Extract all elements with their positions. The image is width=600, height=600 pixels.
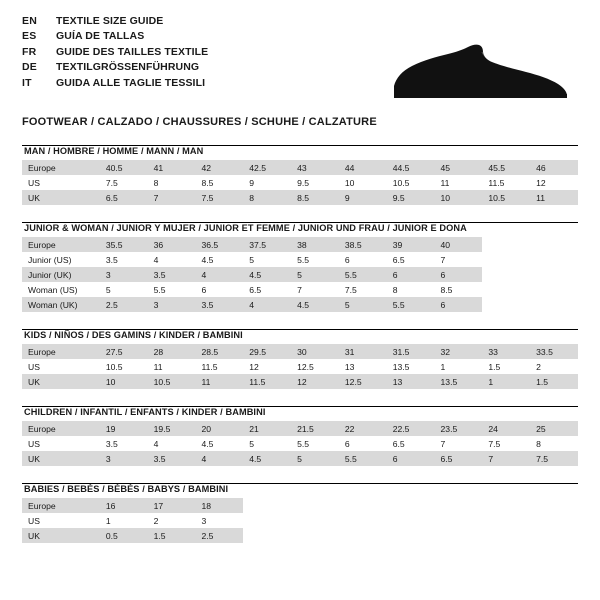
group-title: JUNIOR & WOMAN / JUNIOR Y MUJER / JUNIOR ET FEMME / JUNIOR UND FRAU / JUNIOR E DONA: [24, 223, 467, 233]
table-row: [22, 160, 578, 175]
size-cell: 38.5: [339, 237, 387, 252]
size-cell: 6.5: [387, 436, 435, 451]
size-cell: [243, 513, 291, 528]
language-title: GUIDA ALLE TAGLIE TESSILI: [56, 76, 206, 89]
language-title-list-body: [22, 14, 208, 91]
size-cell: 6: [387, 451, 435, 466]
size-cell: 4.5: [243, 267, 291, 282]
group-title: MAN / HOMBRE / HOMME / MANN / MAN: [24, 146, 204, 156]
language-title: GUIDE DES TAILLES TEXTILE: [56, 45, 209, 58]
size-cell: 13.5: [435, 374, 483, 389]
dress-shoe-icon: [386, 38, 576, 108]
size-cell: 18: [195, 498, 243, 513]
size-cell: 1.5: [530, 374, 578, 389]
language-row: [22, 45, 208, 60]
size-cell: [530, 267, 578, 282]
size-cell: 6: [195, 282, 243, 297]
size-cell: 36.5: [195, 237, 243, 252]
size-cell: [530, 513, 578, 528]
size-cell: 5: [100, 282, 148, 297]
row-label: Europe: [22, 498, 100, 513]
row-label: Europe: [22, 344, 100, 359]
size-cell: [291, 513, 339, 528]
size-cell: [243, 528, 291, 543]
size-cell: 7.5: [195, 190, 243, 205]
page-title: FOOTWEAR / CALZADO / CHAUSSURES / SCHUHE / CALZATURE: [22, 116, 377, 128]
size-cell: 28.5: [195, 344, 243, 359]
size-cell: 1: [435, 359, 483, 374]
row-label: Woman (US): [22, 282, 100, 297]
group-title: CHILDREN / INFANTIL / ENFANTS / KINDER / BAMBINI: [24, 407, 266, 417]
size-cell: 44: [339, 160, 387, 175]
size-cell: 5: [243, 436, 291, 451]
row-label: Junior (US): [22, 252, 100, 267]
size-cell: 6: [387, 267, 435, 282]
size-cell: [387, 498, 435, 513]
size-cell: 6: [435, 267, 483, 282]
size-cell: 5: [243, 252, 291, 267]
language-code: FR: [22, 45, 37, 58]
size-cell: [339, 498, 387, 513]
size-cell: [435, 498, 483, 513]
size-cell: 5.5: [148, 282, 196, 297]
table-row: [22, 359, 578, 374]
row-label: UK: [22, 190, 100, 205]
language-title-list: [22, 14, 208, 91]
size-cell: 3.5: [148, 451, 196, 466]
size-cell: 8.5: [195, 175, 243, 190]
size-cell: 21.5: [291, 421, 339, 436]
size-cell: 46: [530, 160, 578, 175]
size-cell: [482, 513, 530, 528]
size-cell: 13: [387, 374, 435, 389]
size-cell: 7: [291, 282, 339, 297]
size-cell: 1: [482, 374, 530, 389]
size-table: [22, 498, 578, 543]
size-cell: 6.5: [100, 190, 148, 205]
size-cell: 3: [148, 297, 196, 312]
size-cell: 5.5: [291, 252, 339, 267]
size-cell: 1.5: [482, 359, 530, 374]
language-code: EN: [22, 15, 37, 27]
size-cell: [530, 498, 578, 513]
size-cell: [291, 528, 339, 543]
size-cell: 6: [435, 297, 483, 312]
table-row: [22, 436, 578, 451]
table-row: [22, 190, 578, 205]
size-cell: 7: [435, 436, 483, 451]
size-cell: [339, 528, 387, 543]
size-cell: 9: [339, 190, 387, 205]
table-row: [22, 451, 578, 466]
size-cell: 23.5: [435, 421, 483, 436]
size-cell: 1.5: [148, 528, 196, 543]
size-cell: 7: [435, 252, 483, 267]
language-row: [22, 14, 208, 29]
size-cell: 45.5: [482, 160, 530, 175]
size-cell: 5.5: [387, 297, 435, 312]
size-cell: 8: [243, 190, 291, 205]
size-cell: 2.5: [195, 528, 243, 543]
size-cell: [482, 267, 530, 282]
size-cell: 37.5: [243, 237, 291, 252]
table-row: [22, 344, 578, 359]
row-label: US: [22, 513, 100, 528]
size-cell: 3: [195, 513, 243, 528]
size-cell: 9.5: [387, 190, 435, 205]
row-label: UK: [22, 374, 100, 389]
size-cell: 4: [148, 436, 196, 451]
size-cell: 5: [339, 297, 387, 312]
size-cell: 7.5: [100, 175, 148, 190]
group-title: KIDS / NIÑOS / DES GAMINS / KINDER / BAMBINI: [24, 330, 243, 340]
row-label: Junior (UK): [22, 267, 100, 282]
table-row: [22, 267, 578, 282]
size-cell: 9: [243, 175, 291, 190]
size-cell: 3.5: [195, 297, 243, 312]
size-cell: 10.5: [387, 175, 435, 190]
language-title: GUÍA DE TALLAS: [56, 30, 145, 43]
size-cell: 3: [100, 267, 148, 282]
group-kids: [22, 329, 578, 389]
language-row: [22, 76, 208, 91]
group-man: [22, 145, 578, 205]
size-cell: 6: [339, 252, 387, 267]
size-cell: 22.5: [387, 421, 435, 436]
size-cell: 28: [148, 344, 196, 359]
size-cell: 8.5: [291, 190, 339, 205]
size-cell: 11.5: [195, 359, 243, 374]
table-row: [22, 513, 578, 528]
language-code: ES: [22, 30, 37, 43]
language-title: TEXTILGRÖSSENFÜHRUNG: [56, 61, 200, 74]
size-cell: 41: [148, 160, 196, 175]
size-cell: 6.5: [435, 451, 483, 466]
table-row: [22, 297, 578, 312]
group-babies: [22, 483, 578, 543]
size-cell: 8: [148, 175, 196, 190]
size-cell: 10: [100, 374, 148, 389]
size-cell: [482, 528, 530, 543]
size-cell: 5: [291, 451, 339, 466]
size-cell: 11: [195, 374, 243, 389]
size-cell: 7: [148, 190, 196, 205]
size-cell: 12.5: [339, 374, 387, 389]
size-cell: [482, 498, 530, 513]
size-cell: 4.5: [195, 252, 243, 267]
size-cell: [387, 528, 435, 543]
size-cell: 22: [339, 421, 387, 436]
language-code: IT: [22, 76, 32, 89]
group-junior-woman: [22, 222, 578, 312]
size-cell: [530, 252, 578, 267]
size-cell: 42: [195, 160, 243, 175]
document-header: [22, 14, 578, 106]
group-title: BABIES / BEBÉS / BÉBÉS / BABYS / BAMBINI: [24, 484, 229, 494]
size-cell: 10.5: [148, 374, 196, 389]
size-cell: 7.5: [530, 451, 578, 466]
size-cell: 5.5: [339, 267, 387, 282]
size-cell: 4.5: [291, 297, 339, 312]
table-row: [22, 374, 578, 389]
table-row: [22, 252, 578, 267]
size-tables-container: [22, 145, 578, 543]
size-cell: 6.5: [243, 282, 291, 297]
size-cell: 29.5: [243, 344, 291, 359]
row-label: Europe: [22, 421, 100, 436]
row-label: US: [22, 359, 100, 374]
size-cell: 3.5: [148, 267, 196, 282]
size-cell: [530, 297, 578, 312]
size-cell: 8: [387, 282, 435, 297]
size-cell: [482, 237, 530, 252]
size-cell: 13: [339, 359, 387, 374]
size-cell: [435, 528, 483, 543]
table-row: [22, 237, 578, 252]
size-table: [22, 160, 578, 205]
size-cell: 31: [339, 344, 387, 359]
size-cell: 10.5: [100, 359, 148, 374]
size-cell: 10: [339, 175, 387, 190]
size-cell: 5.5: [291, 436, 339, 451]
size-cell: 17: [148, 498, 196, 513]
size-cell: 39: [387, 237, 435, 252]
size-cell: [530, 528, 578, 543]
size-cell: 12: [291, 374, 339, 389]
size-cell: 10.5: [482, 190, 530, 205]
size-cell: 4.5: [195, 436, 243, 451]
size-cell: 36: [148, 237, 196, 252]
size-cell: [243, 498, 291, 513]
size-cell: 33.5: [530, 344, 578, 359]
size-cell: 31.5: [387, 344, 435, 359]
size-cell: 35.5: [100, 237, 148, 252]
size-cell: 2: [530, 359, 578, 374]
size-cell: 4: [195, 267, 243, 282]
size-cell: [530, 237, 578, 252]
size-cell: [482, 282, 530, 297]
size-cell: 6: [339, 436, 387, 451]
size-cell: 40: [435, 237, 483, 252]
table-row: [22, 498, 578, 513]
size-cell: 11: [435, 175, 483, 190]
row-label: Europe: [22, 160, 100, 175]
size-cell: 43: [291, 160, 339, 175]
size-cell: 6.5: [387, 252, 435, 267]
size-cell: 19.5: [148, 421, 196, 436]
row-label: UK: [22, 451, 100, 466]
size-cell: [482, 297, 530, 312]
row-label: Europe: [22, 237, 100, 252]
size-cell: 7.5: [482, 436, 530, 451]
size-cell: 2: [148, 513, 196, 528]
size-cell: 11.5: [482, 175, 530, 190]
language-code: DE: [22, 61, 37, 74]
row-label: UK: [22, 528, 100, 543]
size-cell: 12: [243, 359, 291, 374]
size-cell: 1: [100, 513, 148, 528]
size-cell: 32: [435, 344, 483, 359]
size-cell: 4.5: [243, 451, 291, 466]
size-cell: 13.5: [387, 359, 435, 374]
size-cell: 7: [482, 451, 530, 466]
size-cell: 4: [243, 297, 291, 312]
size-cell: 3.5: [100, 436, 148, 451]
size-cell: 2.5: [100, 297, 148, 312]
size-cell: 24: [482, 421, 530, 436]
size-cell: 4: [148, 252, 196, 267]
table-row: [22, 175, 578, 190]
size-cell: 45: [435, 160, 483, 175]
language-row: [22, 29, 208, 44]
size-cell: 3: [100, 451, 148, 466]
size-cell: 10: [435, 190, 483, 205]
size-table: [22, 421, 578, 466]
size-cell: 11: [530, 190, 578, 205]
table-row: [22, 528, 578, 543]
size-cell: [482, 252, 530, 267]
size-cell: 11: [148, 359, 196, 374]
size-cell: [387, 513, 435, 528]
row-label: US: [22, 175, 100, 190]
size-cell: [530, 282, 578, 297]
language-row: [22, 60, 208, 75]
size-cell: 11.5: [243, 374, 291, 389]
size-cell: 5: [291, 267, 339, 282]
size-cell: 40.5: [100, 160, 148, 175]
size-cell: 12.5: [291, 359, 339, 374]
size-cell: 4: [195, 451, 243, 466]
row-label: Woman (UK): [22, 297, 100, 312]
group-children: [22, 406, 578, 466]
size-cell: 27.5: [100, 344, 148, 359]
size-cell: [339, 513, 387, 528]
size-cell: 33: [482, 344, 530, 359]
table-row: [22, 282, 578, 297]
size-cell: 20: [195, 421, 243, 436]
size-cell: 19: [100, 421, 148, 436]
size-cell: 42.5: [243, 160, 291, 175]
size-cell: [291, 498, 339, 513]
size-cell: 25: [530, 421, 578, 436]
size-cell: 21: [243, 421, 291, 436]
size-cell: 12: [530, 175, 578, 190]
size-table: [22, 344, 578, 389]
language-title: TEXTILE SIZE GUIDE: [56, 15, 164, 27]
size-cell: 16: [100, 498, 148, 513]
size-cell: 30: [291, 344, 339, 359]
size-cell: 3.5: [100, 252, 148, 267]
size-cell: 7.5: [339, 282, 387, 297]
size-cell: 38: [291, 237, 339, 252]
size-cell: 8: [530, 436, 578, 451]
size-table: [22, 237, 578, 312]
size-cell: 0.5: [100, 528, 148, 543]
row-label: US: [22, 436, 100, 451]
table-row: [22, 421, 578, 436]
size-cell: 9.5: [291, 175, 339, 190]
size-cell: 5.5: [339, 451, 387, 466]
size-cell: 8.5: [435, 282, 483, 297]
size-cell: [435, 513, 483, 528]
size-cell: 44.5: [387, 160, 435, 175]
